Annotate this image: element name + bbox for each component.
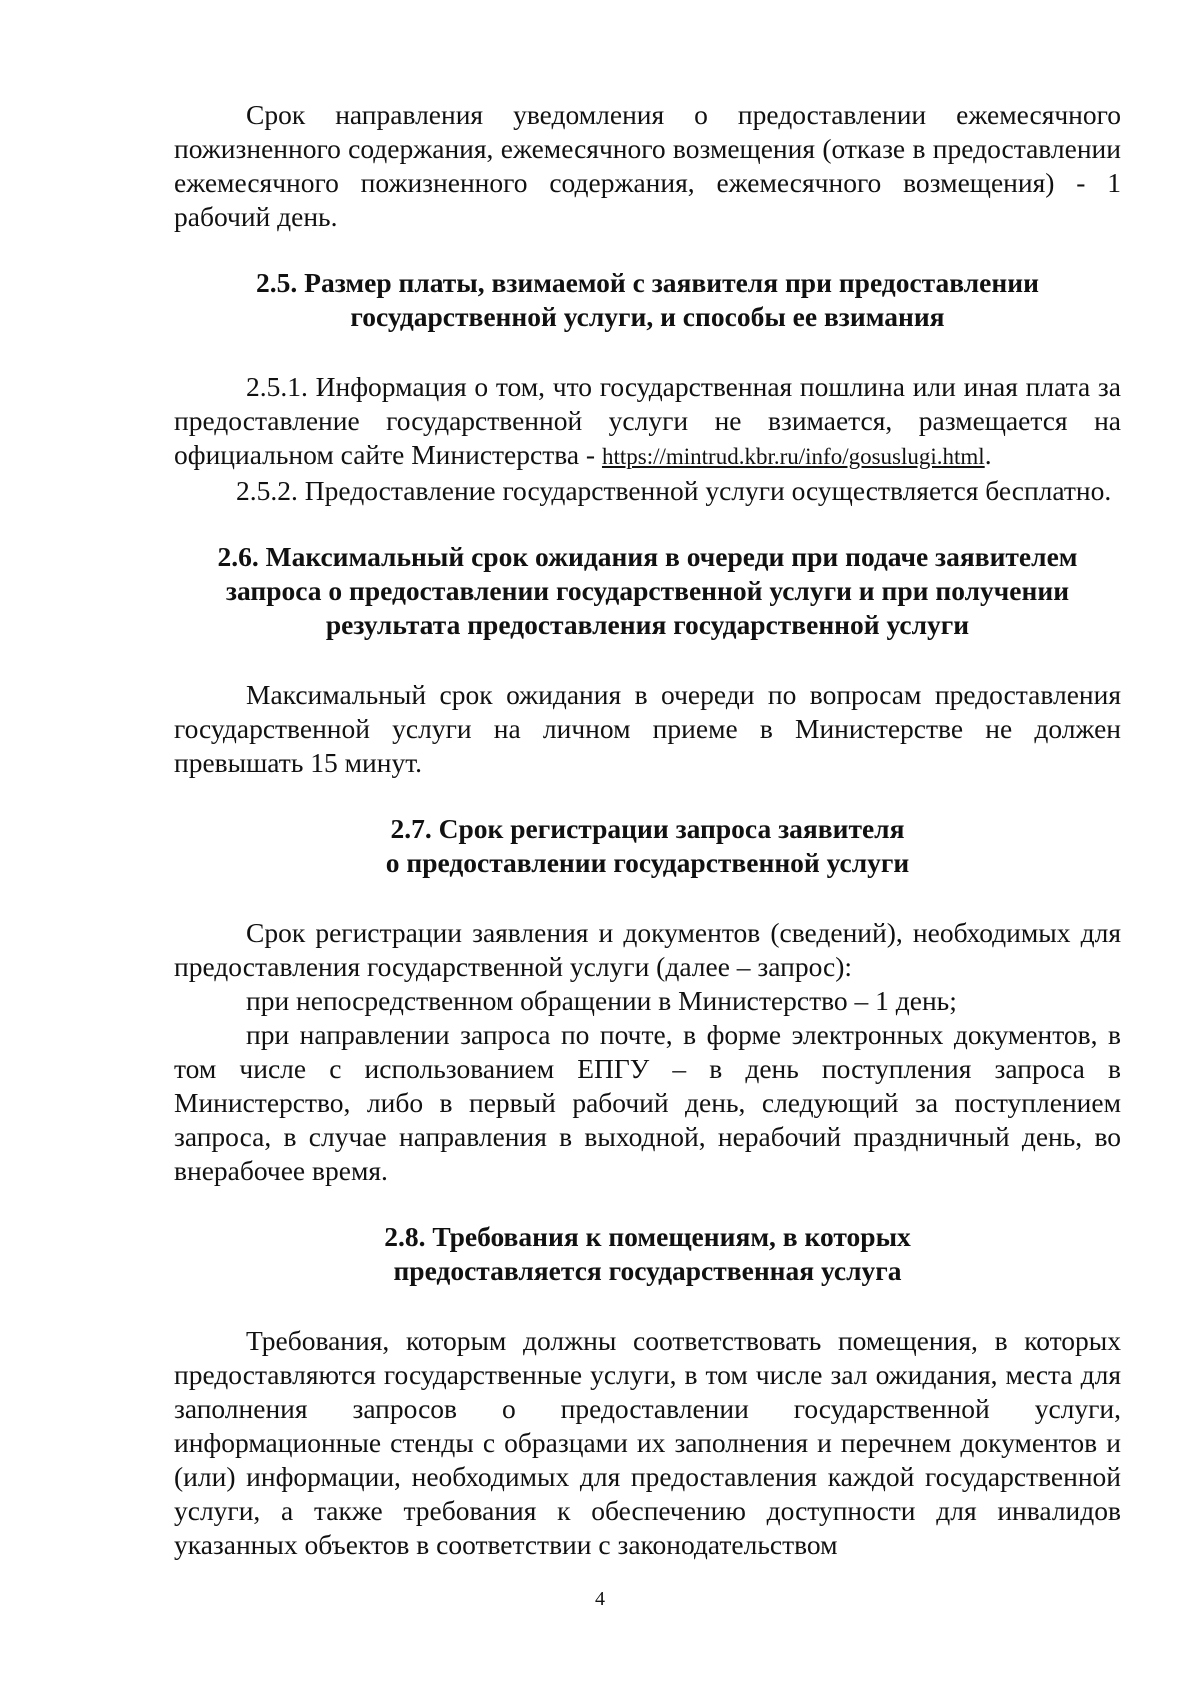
ministry-website-link[interactable]: https://mintrud.kbr.ru/info/gosuslugi.html [601, 444, 985, 469]
section-2-5-paragraph-2: 2.5.2. Предоставление государственной услуги осуществляется бесплатно. [236, 475, 1112, 506]
section-2-6-heading-line1: 2.6. Максимальный срок ожидания в очереди при подаче заявителем [217, 541, 1078, 572]
notice-paragraph: Срок направления уведомления о предоставлении ежемесячного пожизненного содержания, ежемесячного возмещения (отказе в предоставлении ежемесячного пожизненного содержания, ежемесячного возмещения) - 1 рабочий день. [174, 99, 1121, 232]
section-2-5-heading-line1: 2.5. Размер платы, взимаемой с заявителя при предоставлении [256, 267, 1039, 298]
section-2-5-paragraph-1-text: 2.5.1. Информация о том, что государственная пошлина или иная плата за предоставление государственной услуги не взимается, размещается на официальном сайте Министерства - [174, 371, 1121, 470]
section-2-7-paragraph-3: при направлении запроса по почте, в форме электронных документов, в том числе с использованием ЕПГУ – в день поступления запроса в Министерство, либо в первый рабочий день, следующий за поступлением запроса, в случае направления в выходной, нерабочий праздничный день, во внерабочее время. [174, 1019, 1121, 1186]
section-2-7-heading-line2: о предоставлении государственной услуги [385, 847, 910, 878]
document-page [174, 98, 1121, 1562]
section-2-8-heading-line1: 2.8. Требования к помещениям, в которых [384, 1221, 911, 1252]
section-2-5-heading-line2: государственной услуги, и способы ее взимания [350, 301, 945, 332]
section-2-5-paragraph-1-end: . [984, 439, 992, 470]
section-2-6-heading-line2: запроса о предоставлении государственной услуги и при получении [225, 575, 1070, 606]
section-2-7-paragraph-1: Срок регистрации заявления и документов (сведений), необходимых для предоставления государственной услуги (далее – запрос): [174, 917, 1121, 982]
section-2-6-heading [174, 540, 1121, 642]
section-2-6-paragraph-1: Максимальный срок ожидания в очереди по вопросам предоставления государственной услуги на личном приеме в Министерстве не должен превышать 15 минут. [174, 679, 1121, 778]
section-2-5-heading [174, 266, 1121, 334]
page-number: 4 [595, 1588, 605, 1610]
section-2-5-paragraph-1 [174, 370, 1121, 474]
section-2-6-heading-line3: результата предоставления государственной услуги [325, 609, 970, 640]
section-2-8-heading [174, 1220, 1121, 1288]
section-2-8-paragraph-1: Требования, которым должны соответствовать помещения, в которых предоставляются государственные услуги, в том числе зал ожидания, места для заполнения запросов о предоставлении государственной услуги, информационные стенды с образцами их заполнения и перечнем документов и (или) информации, необходимых для предоставления каждой государственной услуги, а также требования к обеспечению доступности для инвалидов указанных объектов в соответствии с законодательством [174, 1325, 1121, 1560]
section-2-7-heading-line1: 2.7. Срок регистрации запроса заявителя [390, 813, 905, 844]
section-2-7-paragraph-2: при непосредственном обращении в Министерство – 1 день; [246, 985, 957, 1016]
section-2-8-heading-line2: предоставляется государственная услуга [393, 1255, 902, 1286]
section-2-7-heading [174, 812, 1121, 880]
